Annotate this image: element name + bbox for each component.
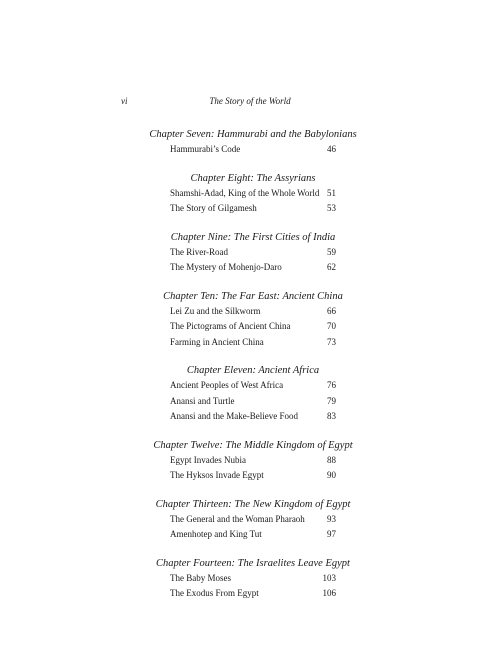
chapter-section [163, 290, 343, 351]
toc-entry [170, 319, 336, 335]
toc-entry [170, 335, 336, 351]
chapter-section [170, 231, 336, 276]
toc-entry [170, 527, 336, 543]
running-title: The Story of the World [209, 96, 291, 106]
toc-entry [170, 201, 336, 217]
toc-entry [170, 378, 336, 394]
toc-entry-page: 83 [327, 411, 336, 421]
chapter-title: Chapter Fourteen: The Israelites Leave Egypt [156, 557, 350, 569]
toc-entry-page: 76 [327, 380, 336, 390]
chapter-title: Chapter Ten: The Far East: Ancient China [163, 290, 343, 302]
toc-entry-page: 73 [327, 336, 336, 347]
toc-entry [170, 453, 336, 469]
toc-entry-title: Farming in Ancient China [170, 336, 264, 347]
toc-entry-title: Egypt Invades Nubia [170, 454, 246, 465]
toc-entry-title: Hammurabi’s Code [170, 144, 241, 154]
toc-entry-page: 70 [327, 321, 336, 331]
toc-entry-title: The Pictograms of Ancient China [170, 321, 291, 331]
toc-entry-page: 59 [327, 246, 336, 257]
toc-entry-title: Anansi and the Make-Believe Food [170, 411, 298, 421]
toc-entry-title: The General and the Woman Pharaoh [170, 513, 305, 524]
toc-entry-page: 90 [327, 470, 336, 480]
chapter-section [153, 439, 353, 484]
toc-entry [170, 260, 336, 276]
toc-entry-title: The River-Road [170, 246, 229, 257]
chapter-title: Chapter Thirteen: The New Kingdom of Egypt [155, 498, 351, 510]
toc-entry-page: 103 [322, 572, 336, 583]
toc-entry-title: Ancient Peoples of West Africa [170, 380, 284, 390]
toc-entry-title: Anansi and Turtle [170, 395, 235, 406]
toc-entry [170, 409, 336, 425]
toc-entry-title: The Mystery of Mohenjo-Daro [170, 262, 282, 272]
toc-entry-title: Lei Zu and the Silkworm [170, 305, 261, 316]
table-of-contents [149, 128, 357, 616]
toc-entry-title: The Hyksos Invade Egypt [170, 470, 264, 480]
chapter-title: Chapter Nine: The First Cities of India [170, 231, 336, 243]
toc-entry-title: The Story of Gilgamesh [170, 203, 257, 213]
toc-entry-page: 88 [327, 454, 336, 465]
toc-entry-page: 46 [327, 144, 336, 154]
toc-entry [170, 394, 336, 410]
toc-entry-title: The Exodus From Egypt [170, 588, 259, 598]
toc-entry-page: 62 [327, 262, 336, 272]
chapter-section [170, 364, 336, 425]
toc-entry-page: 66 [327, 305, 336, 316]
toc-entry-page: 79 [327, 395, 336, 406]
toc-entry [170, 512, 336, 528]
toc-entry-page: 106 [322, 588, 336, 598]
page-number: vi [121, 96, 128, 106]
toc-entry-title: Shamshi-Adad, King of the Whole World [170, 187, 320, 198]
toc-entry-page: 53 [327, 203, 336, 213]
toc-entry-page: 97 [327, 529, 336, 539]
toc-entry-title: The Baby Moses [170, 572, 231, 583]
toc-entry [170, 586, 336, 602]
toc-entry-title: Amenhotep and King Tut [170, 529, 262, 539]
toc-entry-page: 51 [327, 187, 336, 198]
page-header [0, 96, 500, 110]
chapter-title: Chapter Eleven: Ancient Africa [186, 365, 320, 376]
toc-entry [170, 142, 336, 158]
toc-entry [170, 245, 336, 261]
chapter-section [170, 172, 336, 217]
chapter-title: Chapter Seven: Hammurabi and the Babylonians [149, 129, 357, 140]
chapter-section [156, 557, 350, 602]
toc-entry-page: 93 [327, 513, 336, 524]
toc-entry [170, 571, 336, 587]
toc-entry [170, 304, 336, 320]
toc-entry [170, 468, 336, 484]
chapter-title: Chapter Eight: The Assyrians [190, 172, 316, 184]
chapter-section [149, 128, 357, 158]
chapter-title: Chapter Twelve: The Middle Kingdom of Egypt [153, 439, 353, 451]
toc-entry [170, 186, 336, 202]
chapter-section [155, 498, 351, 543]
